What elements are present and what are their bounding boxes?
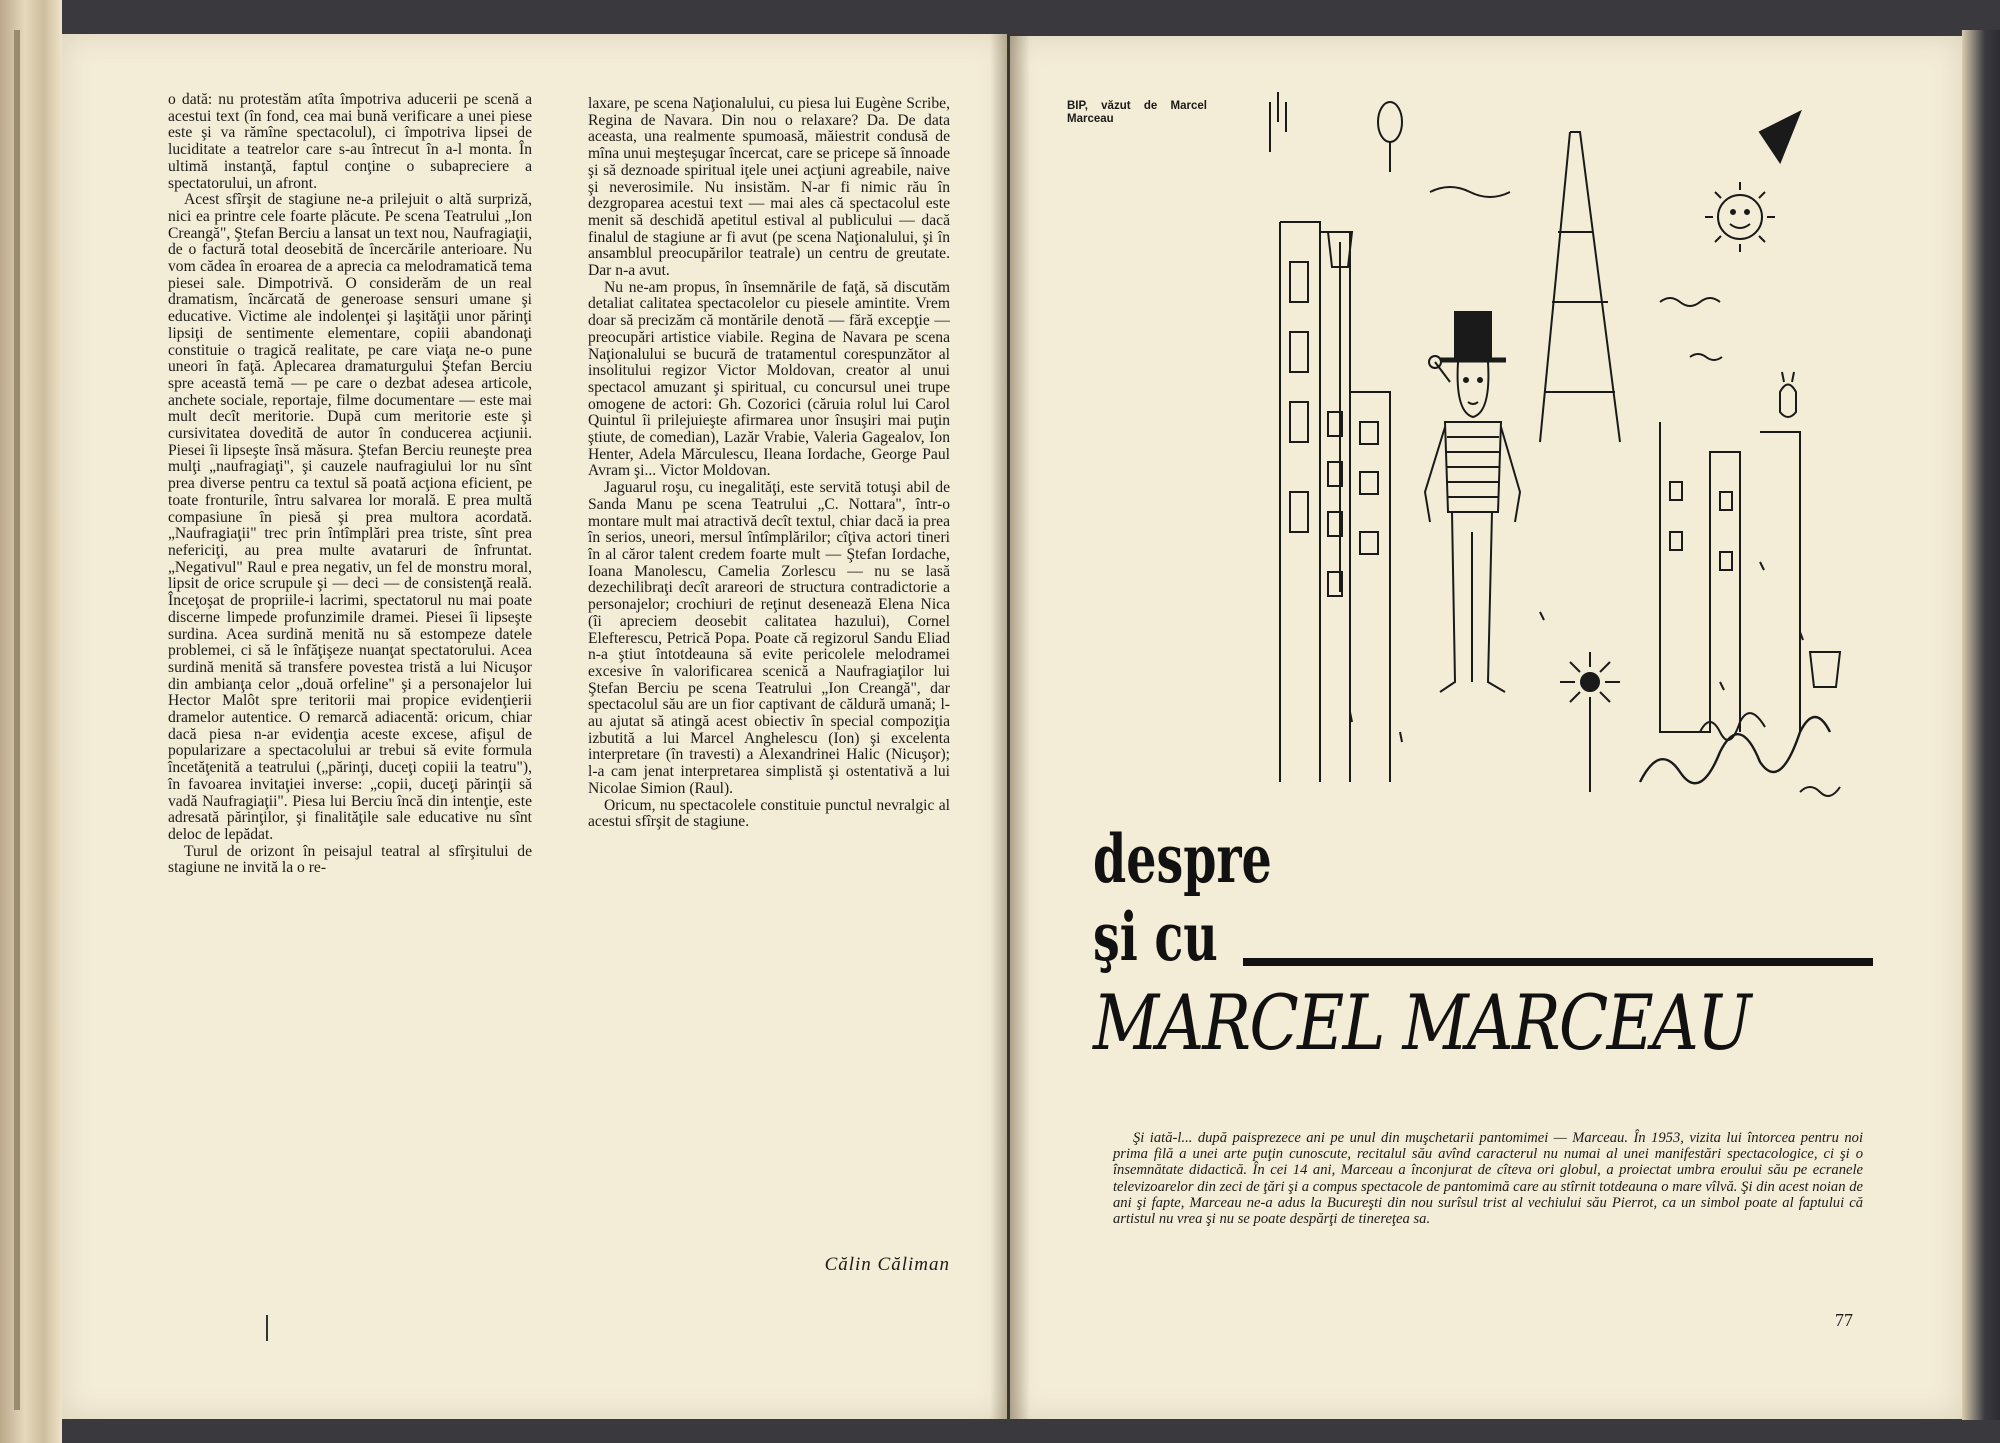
paragraph: Nu ne-am propus, în însemnările de faţă, să discutăm detaliat calitatea spectacolelor cu piesele amintite. Vrem doar să precizăm că montările denotă — fără excepţie — preocupări artistice viabile. Regina de Navara pe scena Naţionalului se bucură de tratamentul corespunzător al insolitului regizor Victor Moldovan, creator al unui spectacol amuzant şi spiritual, cu concursul unei trupe omogene de actori: Gh. Cozorici (căruia rolul lui Carol Quintul îi prilejuieşte afirmarea unor însuşiri mai puţin ştiute, de comedian), Lazăr Vrabie, Valeria Gagealov, Ion Henter, Adela Mărculescu, Ileana Iordache, George Paul Avram şi... Victor Moldovan. [588, 278, 950, 480]
paragraph: Turul de orizont în peisajul teatral al sfîrşitului de stagiune ne invită la o re- [168, 842, 532, 877]
page-number: 77 [1835, 1310, 1853, 1330]
article-column-2 [588, 96, 950, 831]
article-column-1 [168, 92, 532, 877]
book-binding [0, 0, 62, 1443]
title-marcel-marceau: MARCEL MARCEAU [1093, 978, 1750, 1067]
bip-drawing-illustration [1240, 92, 1880, 812]
author-signature: Călin Căliman [824, 1254, 950, 1275]
paragraph: Oricum, nu spectacolele constituie punctul nevralgic al acestui sfîrşit de stagiune. [588, 796, 950, 831]
title-despre: despre [1093, 820, 1272, 898]
page-edges [14, 30, 20, 1410]
margin-mark [266, 1315, 268, 1341]
drawing-caption: BIP, văzut de Marcel Marceau [1067, 100, 1207, 125]
article-intro [1113, 1130, 1863, 1227]
title-rule [1243, 958, 1873, 966]
paragraph: o dată: nu protestăm atîta împotriva aducerii pe scenă a acestui text (în fond, cea mai bună verificare a unei piese este şi va rămîne spectacolul), ci împotriva lipsei de luciditate a teatrelor care s-au întrecut în a-l monta. În ultimă instanţă, faptul conţine o subapreciere a spectatorului, un afront. [168, 91, 532, 192]
paragraph: Jaguarul roşu, cu inegalităţi, este servită totuşi abil de Sanda Manu pe scena Teatrului „C. Nottara", într-o montare mult mai atractivă decît textul, chiar dacă ia prea în serios, uneori, mersul întîmplărilor; cîţiva actori tineri în al căror talent credem foarte mult — Ştefan Iordache, Ioana Manolescu, Camelia Zorlescu — nu se lasă dezechilibraţi decît arareori de structura contradictorie a personajelor; crochiuri de reţinut desenează Elena Nica (îi apreciem deosebit calitatea hazului), Cornel Elefterescu, Petrică Popa. Poate că regizorul Sandu Eliad n-a ştiut întotdeauna să evite pericolele melodramei excesive în valorificarea scenică a Naufragiaţilor lui Ştefan Berciu pe scena Teatrului „Ion Creangă", dar spectacolul său are un fior captivant de căldură umană; l-au ajutat să atingă acest obiectiv în special compoziţia izbutită a lui Marcel Anghelescu (Ion) şi excelenta interpretare (în travesti) a Alexandrinei Halic (Nicuşor); l-a cam jenat interpretarea simplistă şi ostentativă a lui Nicolae Simion (Raul). [588, 479, 950, 797]
paragraph: laxare, pe scena Naţionalului, cu piesa lui Eugène Scribe, Regina de Navara. Din nou o relaxare? Da. De data aceasta, una realmente spumoasă, măiestrit condusă de mîna unui meşteşugar încercat, care se pricepe să înnoade şi să deznoade spiritual iţele unei acţiuni agreabile, naive şi neverosimile. Nu insistăm. N-ar fi nimic rău în dezgroparea acestui text — mai ales că spectacolul este menit să deschidă apetitul estival al publicului — dacă finalul de stagiune ar fi avut (pe scena Naţionalului, şi în ansamblul preocupărilor teatrale) un centru de greutate. Dar n-a avut. [588, 95, 950, 280]
paragraph: Acest sfîrşit de stagiune ne-a prilejuit o altă surpriză, nici ea printre cele foarte plăcute. Pe scena Teatrului „Ion Creangă", Ştefan Berciu a lansat un text nou, Naufragiaţii, de o factură total deosebită de încercările anterioare. Nu vom cădea în eroarea de a aprecia ca melodramatică tema piesei sale. Dimpotrivă. O considerăm de un real dramatism, încărcată de generoase sensuri umane şi educative. Victime ale indolenţei şi laşităţii unor părinţi lipsiţi de sentimente elementare, copiii abandonaţi constituie o tragică realitate, pe care viaţa ne-o pune uneori în faţă. Aplecarea dramaturgului Ştefan Berciu spre această temă — pe care o dezbat adesea articole, anchete sociale, reportaje, filme documentare — este mai mult decît meritorie. După cum meritorie este şi cursivitatea dovedită de autor în conducerea acţiunii. Piesei îi lipseşte însă măsura. Ştefan Berciu reuneşte prea mulţi „naufragiaţi", şi cauzele naufragiului lor nu sînt prea diverse pentru ca textul să poată acţiona eficient, pe toate fronturile, întru salvarea lor morală. E prea multă compasiune în piesă şi prea multora acordată. „Naufragiaţii" trec prin întîmplări prea triste, sînt prea nefericiţi, au prea multe avataruri de înfruntat. „Negativul" Raul e prea negativ, un fel de monstru moral, lipsit de orice scrupule şi — deci — de consistenţă reală. Înceţoşat de propriile-i lacrimi, spectatorul nu mai poate discerne limpede profunzimile dramei. Piesei îi lipseşte surdina. Acea surdină menită nu să estompeze datele problemei, ci să le înfăţişeze nuanţat spectatorului. Acea surdină menită să transfere povestea tristă a lui Nicuşor din ambianţa celor „două orfeline" şi a personajelor lui Hector Malôt spre teritorii mai propice evidenţierii dramelor autentice. O remarcă adiacentă: oricum, chiar dacă piesa n-ar evidenţia aceste excese, afişul de popularizare a spectacolului ar trebui să evite formula încetăţenită a teatrului („părinţi, duceţi copiii la teatru"), în favoarea invitaţiei inverse: „copii, duceţi părinţii să vadă Naufragiaţii". Piesa lui Berciu încă din intenţie, este adresată părinţilor, şi finalităţile sale educative nu sînt deloc de lepădat. [168, 191, 532, 843]
book-gutter [990, 34, 1030, 1419]
book-cover-edge [1962, 30, 2000, 1420]
intro-paragraph: Şi iată-l... după paisprezece ani pe unul din muşchetarii pantomimei — Marceau. În 1953, vizita lui întorcea pentru noi prima filă a unei arte puţin cunoscute, recitalul său avînd caracterul nu numai al unei manifestări spectacologice, ci şi o însemnătate didactică. În cei 14 ani, Marceau a înconjurat de cîteva ori globul, a proiectat umbra eroului său pe ecranele televizoarelor din zeci de ţări şi a compus spectacole de pantomimă care au stîrnit totdeauna o mare vîlvă. Şi din acest noian de ani şi fapte, Marceau ne-a adus la Bucureşti din nou surîsul trist al vechiului său Pierrot, ca un simbol poate al faptului că artistul nu vrea şi nu se poate despărţi de tinereţea sa. [1113, 1130, 1863, 1228]
title-si-cu: şi cu [1093, 898, 1218, 976]
